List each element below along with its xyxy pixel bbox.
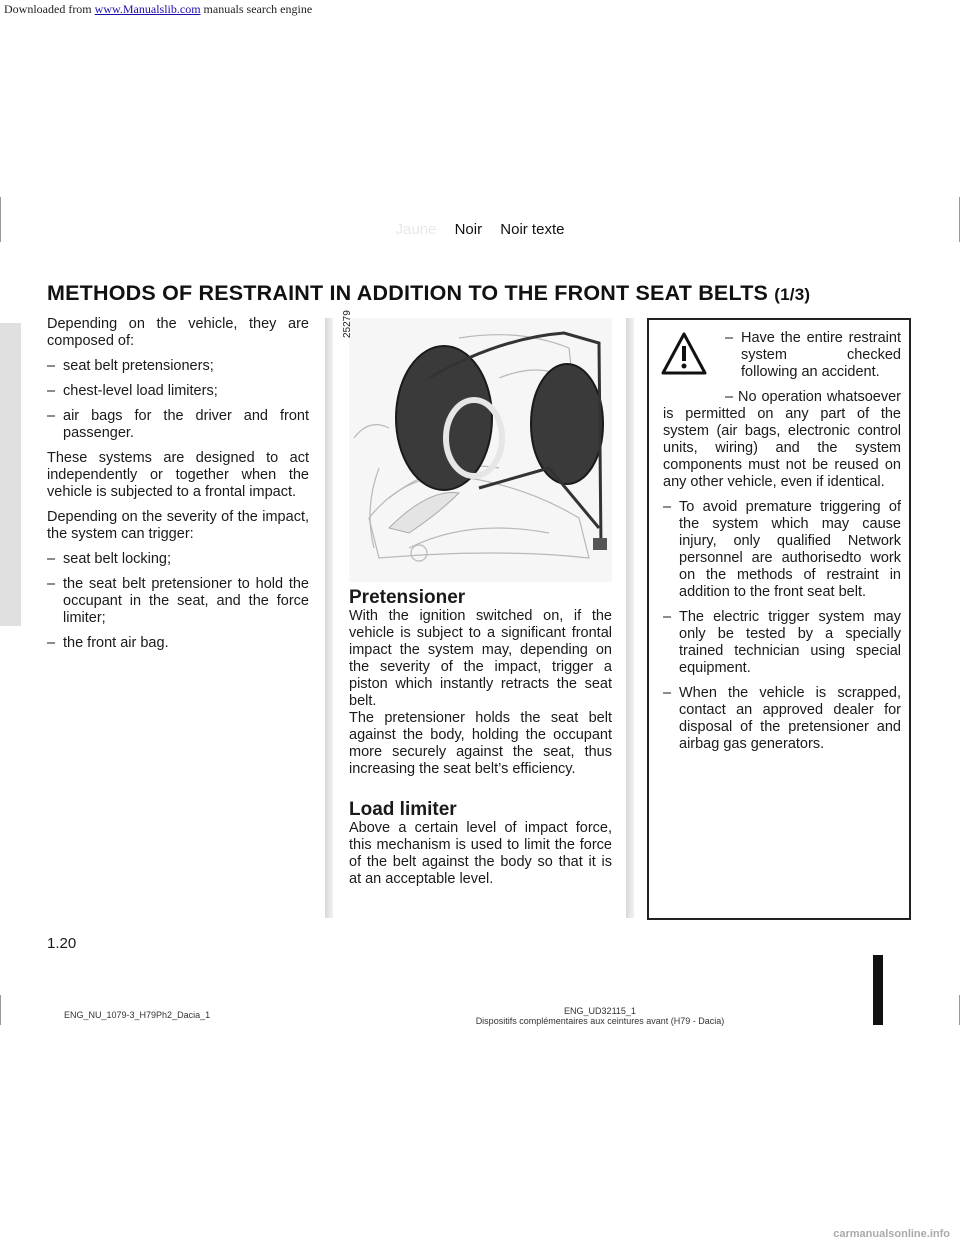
- left-column: [47, 316, 309, 660]
- color-mark-jaune: Jaune: [395, 221, 437, 238]
- color-mark-noir: Noir: [454, 221, 483, 238]
- list-item: – air bags for the driver and front passenger.: [47, 408, 309, 441]
- load-limiter-body: Above a certain level of impact force, this mechanism is used to limit the force of the belt against the body so that it is at an acceptable level.: [349, 820, 612, 887]
- watermark-prefix: carmanualsonline: [833, 1228, 927, 1240]
- pretensioner-body-2: The pretensioner holds the seat belt against the body, holding the occupant more securely against the seat, thus increasing the seat belt’s efficiency.: [349, 710, 612, 777]
- list-item: – seat belt locking;: [47, 551, 172, 567]
- passenger-airbag-shape: [531, 364, 603, 484]
- load-limiter-heading: Load limiter: [349, 799, 457, 820]
- warning-item: – Have the entire restraint system checked following an accident.: [725, 330, 901, 380]
- page-title: [47, 281, 810, 306]
- warning-box: [647, 318, 911, 920]
- download-prefix: Downloaded from: [4, 2, 95, 16]
- chapter-tab: [0, 323, 21, 626]
- airbag-illustration: [349, 318, 612, 582]
- pretensioner-heading: Pretensioner: [349, 587, 466, 608]
- list-item: – the seat belt pretensioner to hold the occupant in the seat, and the force limiter;: [47, 576, 309, 626]
- list-item: – chest-level load limiters;: [47, 383, 218, 399]
- column-divider: [325, 318, 333, 918]
- footer-right-desc: Dispositifs complémentaires aux ceintures avant (H79 - Dacia): [475, 1016, 725, 1026]
- footer-right: [440, 1006, 760, 1026]
- warning-item: – To avoid premature triggering of the system which may cause injury, only qualified Network personnel are authorisedto work on the methods of restraint in addition to the front seat belt.: [663, 499, 901, 600]
- column-divider: [626, 318, 634, 918]
- watermark-suffix: .info: [926, 1228, 950, 1240]
- warning-item: – When the vehicle is scrapped, contact an approved dealer for disposal of the pretensioner and airbag gas generators.: [663, 685, 901, 752]
- seat-airbag-drawing: [349, 318, 612, 582]
- warning-item: – No operation whatsoever is permitted on any part of the system (air bags, electronic control units, wiring) and the system components must not be reused on any other vehicle, even if identical.: [663, 389, 901, 490]
- section-marker-bar: [873, 955, 883, 1025]
- title-page-indicator: (1/3): [774, 285, 811, 304]
- color-mark-noir-texte: Noir texte: [500, 221, 565, 238]
- download-banner: [4, 2, 312, 17]
- color-marks: [0, 221, 960, 238]
- severity-text: Depending on the severity of the impact, the system can trigger:: [47, 509, 309, 542]
- warning-text: [663, 330, 901, 761]
- pretensioner-body-1: With the ignition switched on, if the vehicle is subject to a significant frontal impact the system may, depending on the severity of the impact, trigger a piston which instantly retracts the seat belt.: [349, 608, 612, 709]
- footer-left-code: ENG_NU_1079-3_H79Ph2_Dacia_1: [64, 1010, 211, 1020]
- middle-column: [349, 588, 612, 888]
- list-item: – seat belt pretensioners;: [47, 358, 214, 374]
- footer-right-code: ENG_UD32115_1: [564, 1006, 636, 1016]
- crop-mark: [0, 995, 1, 1025]
- watermark: [0, 1228, 960, 1240]
- list-item: – the front air bag.: [47, 635, 169, 651]
- driver-airbag-shape: [396, 346, 492, 490]
- page-number: 1.20: [47, 935, 77, 952]
- manualslib-link[interactable]: www.Manualslib.com: [94, 2, 201, 16]
- figure-number: 25279: [342, 310, 353, 338]
- download-suffix: manuals search engine: [200, 2, 313, 16]
- intro-text: Depending on the vehicle, they are composed of:: [47, 316, 309, 349]
- independence-text: These systems are designed to act independently or together when the vehicle is subjected to a frontal impact.: [47, 450, 309, 500]
- title-text: METHODS OF RESTRAINT IN ADDITION TO THE FRONT SEAT BELTS: [47, 281, 769, 305]
- warning-item: – The electric trigger system may only be tested by a specially trained technician using special equipment.: [663, 609, 901, 676]
